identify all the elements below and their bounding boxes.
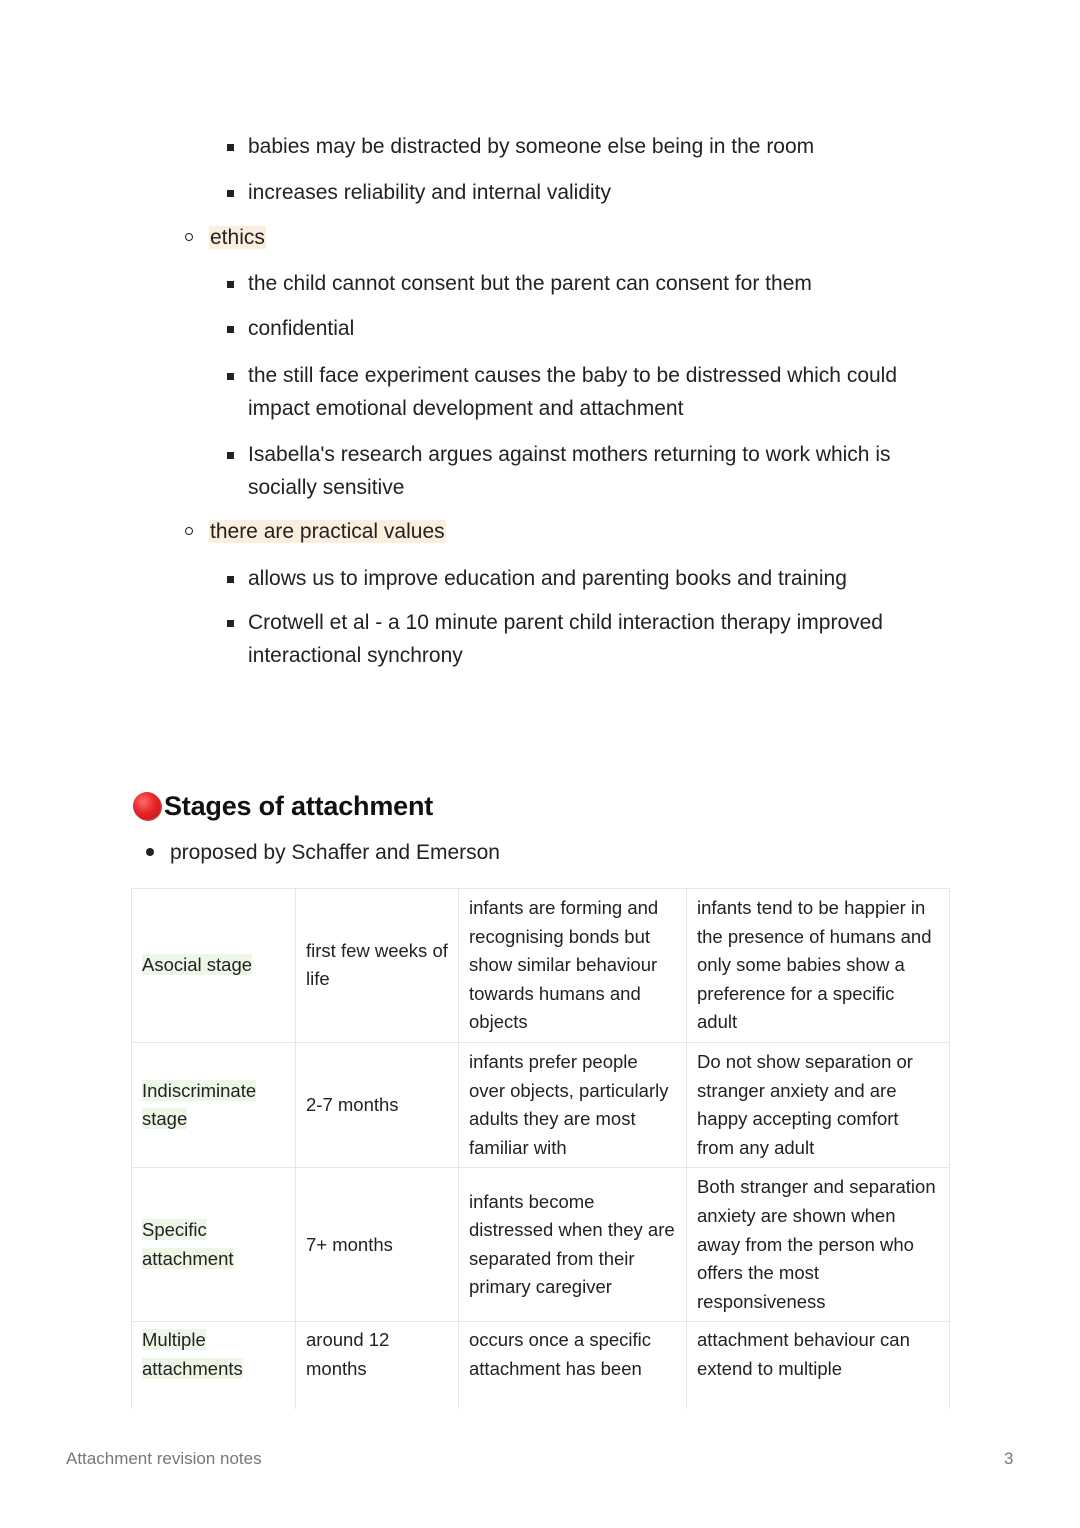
list-item: confidential: [248, 312, 948, 345]
hollow-circle-bullet-icon: [185, 233, 193, 241]
table-cell-stage: Asocial stage: [132, 889, 296, 1043]
table-cell-stage: Multiple attachments: [132, 1322, 296, 1410]
table-row: [132, 889, 950, 1043]
table-cell-behaviour: Do not show separation or stranger anxiety and are happy accepting comfort from any adult: [687, 1042, 950, 1167]
footer-title: Attachment revision notes: [66, 1449, 262, 1468]
list-item: babies may be distracted by someone else being in the room: [248, 130, 948, 163]
square-bullet-icon: [227, 620, 234, 627]
section-heading: Stages of attachment: [133, 788, 433, 824]
stages-table: [131, 888, 950, 1409]
table-cell-behaviour: infants tend to be happier in the presence of humans and only some babies show a preference for a specific adult: [687, 889, 950, 1043]
disc-bullet-icon: [146, 848, 154, 856]
list-item-heading: ethics: [209, 221, 266, 254]
table-cell-description: occurs once a specific attachment has been: [459, 1322, 687, 1410]
square-bullet-icon: [227, 326, 234, 333]
list-item: the still face experiment causes the baby to be distressed which could impact emotional development and attachment: [248, 359, 948, 425]
table-row: [132, 1042, 950, 1167]
list-item: Isabella's research argues against mothers returning to work which is socially sensitive: [248, 438, 948, 504]
red-circle-icon: [133, 792, 161, 820]
table-cell-age: around 12 months: [296, 1322, 459, 1410]
page-number: 3: [1004, 1449, 1014, 1468]
table-cell-age: 2-7 months: [296, 1042, 459, 1167]
table-cell-age: 7+ months: [296, 1168, 459, 1322]
table-cell-description: infants prefer people over objects, particularly adults they are most familiar with: [459, 1042, 687, 1167]
table-cell-description: infants become distressed when they are separated from their primary caregiver: [459, 1168, 687, 1322]
square-bullet-icon: [227, 576, 234, 583]
table-cell-behaviour: Both stranger and separation anxiety are shown when away from the person who offers the most responsiveness: [687, 1168, 950, 1322]
table-cell-stage: Specific attachment: [132, 1168, 296, 1322]
square-bullet-icon: [227, 452, 234, 459]
list-item: Crotwell et al - a 10 minute parent child interaction therapy improved interactional synchrony: [248, 606, 948, 672]
table-cell-description: infants are forming and recognising bonds but show similar behaviour towards humans and objects: [459, 889, 687, 1043]
square-bullet-icon: [227, 190, 234, 197]
hollow-circle-bullet-icon: [185, 527, 193, 535]
table-row: [132, 1168, 950, 1322]
table-row: [132, 1322, 950, 1410]
list-item: the child cannot consent but the parent can consent for them: [248, 267, 948, 300]
table-cell-behaviour: attachment behaviour can extend to multiple: [687, 1322, 950, 1410]
table-cell-stage: Indiscriminate stage: [132, 1042, 296, 1167]
square-bullet-icon: [227, 373, 234, 380]
table-cell-age: first few weeks of life: [296, 889, 459, 1043]
list-item: increases reliability and internal validity: [248, 176, 948, 209]
section-bullet: proposed by Schaffer and Emerson: [170, 836, 500, 869]
list-item-heading: there are practical values: [209, 515, 446, 548]
square-bullet-icon: [227, 144, 234, 151]
list-item: allows us to improve education and parenting books and training: [248, 562, 948, 595]
square-bullet-icon: [227, 281, 234, 288]
